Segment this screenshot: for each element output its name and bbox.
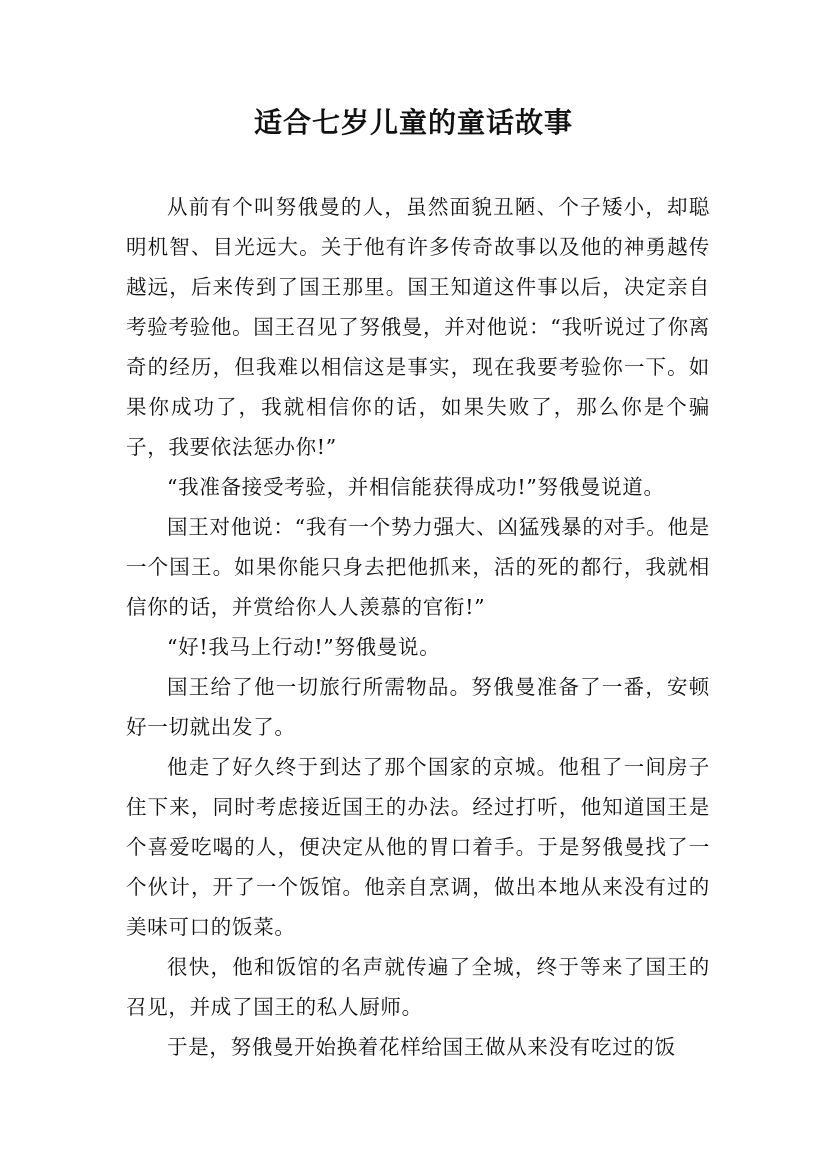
document-title: 适合七岁儿童的童话故事 — [253, 106, 573, 139]
paragraph: 国王给了他一切旅行所需物品。努俄曼准备了一番，安顿好一切就出发了。 — [126, 675, 710, 739]
paragraph: 他走了好久终于到达了那个国家的京城。他租了一间房子住下来，同时考虑接近国王的办法。经过打听，他知道国王是个喜爱吃喝的人，便决定从他的胃口着手。于是努俄曼找了一个伙计，开了一个饭馆。他亲自烹调，做出本地从来没有过的美味可口的饭菜。 — [126, 755, 710, 939]
paragraph: “好!我马上行动!”努俄曼说。 — [167, 635, 441, 659]
paragraph: 从前有个叫努俄曼的人，虽然面貌丑陋、个子矮小，却聪明机智、目光远大。关于他有许多传奇故事以及他的神勇越传越远，后来传到了国王那里。国王知道这件事以后，决定亲自考验考验他。国王召见了努俄曼，并对他说：“我听说过了你离奇的经历，但我难以相信这是事实，现在我要考验你一下。如果你成功了，我就相信你的话，如果失败了，那么你是个骗子，我要依法惩办你!” — [126, 195, 710, 459]
paragraph: 国王对他说：“我有一个势力强大、凶猛残暴的对手。他是一个国王。如果你能只身去把他抓来，活的死的都行，我就相信你的话，并赏给你人人羡慕的官衔!” — [126, 515, 710, 619]
paragraph: 于是，努俄曼开始换着花样给国王做从来没有吃过的饭 — [167, 1035, 676, 1059]
paragraph: “我准备接受考验，并相信能获得成功!”努俄曼说道。 — [167, 475, 665, 499]
document-body — [126, 187, 710, 1067]
paragraph: 很快，他和饭馆的名声就传遍了全城，终于等来了国王的召见，并成了国王的私人厨师。 — [126, 955, 710, 1019]
